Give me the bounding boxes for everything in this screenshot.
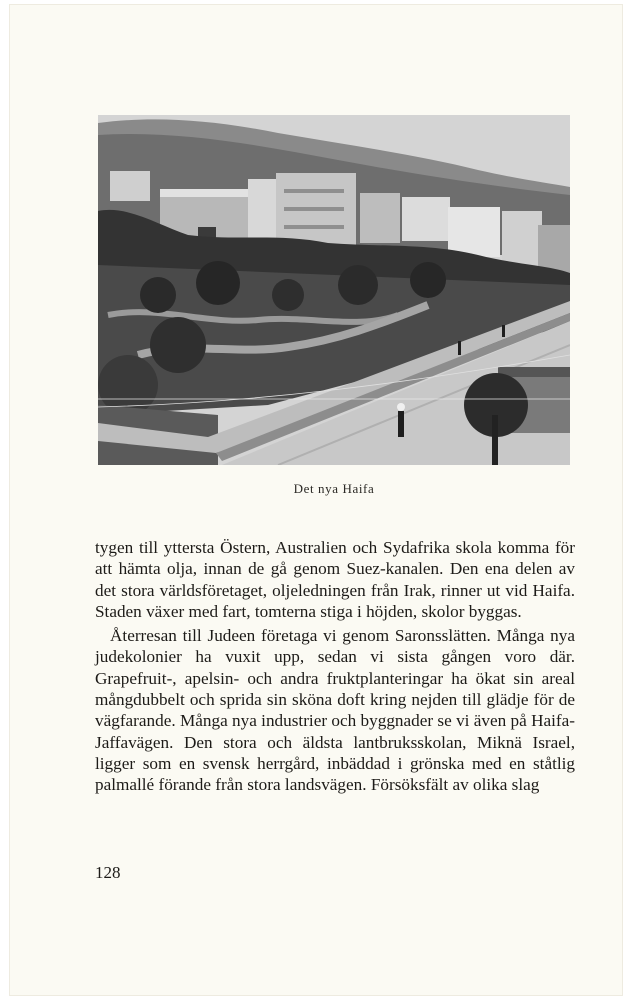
paragraph: Återresan till Judeen företaga vi genom Saronsslätten. Många nya judekolonier ha vuxit upp, sedan vi sista gången voro där. Grapefruit-, apelsin- och andra fruktplanteringar ha ökat sin areal mångdubbelt och sprida sin sköna doft kring nejden till glädje för de vägfarande. Många nya industrier och byggnader se vi även på Haifa-Jaffavägen. Den stora och äldsta lantbruksskolan, Miknä Israel, ligger som en svensk herrgård, inbäddad i grönska med en ståtlig palmallé förande från stora landsvägen. Försöksfält av olika slag [95,626,575,795]
page-number: 128 [95,863,121,882]
photo-caption: Det nya Haifa [293,481,375,496]
book-page [10,5,622,995]
paragraph: tygen till yttersta Östern, Australien och Sydafrika skola komma för att hämta olja, innan de gå genom Suez-kanalen. Den ena delen av det stora världsföretaget, oljeledningen från Irak, rinner ut vid Haifa. Staden växer med fart, tomterna stiga i höjden, skolor byggas. [95,538,575,621]
body-text [95,537,575,796]
haifa-photograph [98,115,570,465]
